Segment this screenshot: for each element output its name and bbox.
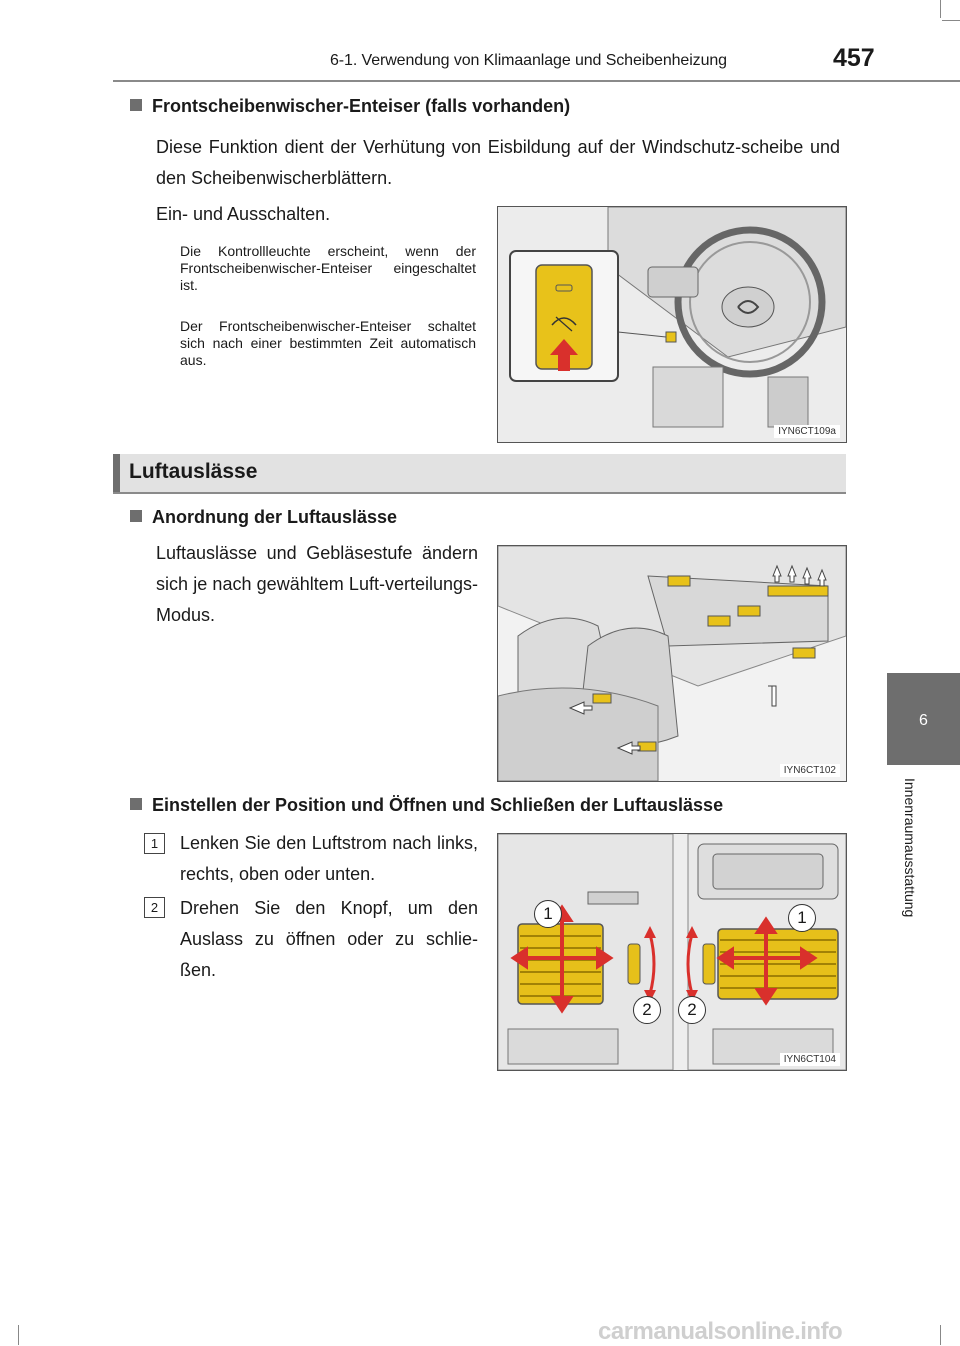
deicer-intro: Diese Funktion dient der Verhütung von Eisbildung auf der Windschutz-scheibe und den Scheibenwischerblättern.	[156, 137, 840, 188]
indicator-note: Die Kontrollleuchte erscheint, wenn der Frontscheibenwischer-Enteiser eingeschaltet ist.	[180, 243, 476, 293]
step-1-text: Lenken Sie den Luftstrom nach links, rechts, oben oder unten.	[180, 833, 478, 884]
dashboard-illustration	[498, 207, 846, 442]
section-accent	[113, 454, 120, 492]
watermark: carmanualsonline.info	[598, 1318, 843, 1345]
crop-mark	[942, 20, 960, 21]
auto-off-note: Der Frontscheibenwischer-Enteiser schaltet sich nach einer bestimmten Zeit automatisch aus.	[180, 318, 476, 368]
chapter-label: Innenraumausstattung	[902, 778, 918, 918]
vent-illustration	[498, 834, 846, 1070]
bullet-square-icon	[130, 510, 142, 522]
crop-mark	[940, 1325, 941, 1345]
crop-mark	[940, 0, 941, 18]
callout-2-right: 2	[678, 996, 706, 1024]
deicer-switch-figure	[497, 206, 847, 443]
chapter-number: 6	[919, 712, 928, 729]
bullet-square-icon	[130, 798, 142, 810]
figure-code: IYN6CT104	[780, 1053, 840, 1066]
vent-layout-text: Luftauslässe und Gebläsestufe ändern sich je nach gewähltem Luft-verteilungs-Modus.	[156, 543, 478, 625]
vent-adjust-figure	[497, 833, 847, 1071]
step-number-1: 1	[144, 833, 165, 854]
section-title: Luftauslässe	[129, 460, 258, 483]
callout-1-right: 1	[788, 904, 816, 932]
subheading-vent-adjust: Einstellen der Position und Öffnen und Schließen der Luftauslässe	[130, 795, 723, 816]
running-header: 6-1. Verwendung von Klimaanlage und Scheibenheizung	[330, 52, 727, 69]
step-2-text: Drehen Sie den Knopf, um den Auslass zu öffnen oder zu schlie-ßen.	[180, 898, 478, 980]
cabin-illustration	[498, 546, 846, 781]
crop-mark	[18, 1325, 19, 1345]
bullet-square-icon	[130, 99, 142, 111]
subheading-wiper-deicer: Frontscheibenwischer-Enteiser (falls vorhanden)	[130, 96, 570, 117]
section-header-bar	[113, 454, 846, 494]
on-off-label: Ein- und Ausschalten.	[156, 204, 331, 224]
subheading-vent-layout: Anordnung der Luftauslässe	[130, 507, 397, 528]
callout-1-left: 1	[534, 900, 562, 928]
figure-code: IYN6CT102	[780, 764, 840, 777]
vent-layout-figure	[497, 545, 847, 782]
callout-2-left: 2	[633, 996, 661, 1024]
header-rule	[113, 80, 960, 82]
figure-code: IYN6CT109a	[774, 425, 840, 438]
page-number: 457	[833, 44, 875, 72]
step-number-2: 2	[144, 897, 165, 918]
